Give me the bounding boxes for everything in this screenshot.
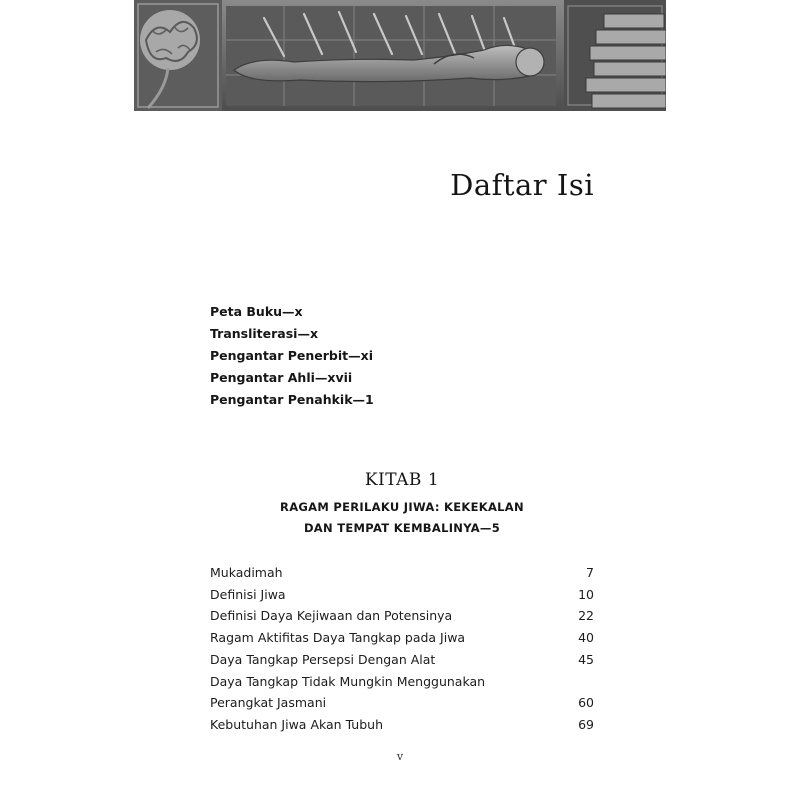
book-label: KITAB 1 [364,470,440,490]
toc-entry-page: 60 [578,695,594,711]
page-title: Daftar Isi [450,168,594,202]
toc-entry [210,649,594,671]
toc-entry [210,605,594,627]
front-matter-item: Pengantar Ahli—xvii [210,370,353,385]
toc-entry-page: 10 [578,586,594,602]
front-matter-item: Pengantar Penerbit—xi [210,348,373,363]
toc-entry-page: 69 [578,716,594,732]
toc-entry-page: 45 [578,651,594,667]
toc-entry-title: Definisi Jiwa [210,586,286,602]
toc-entry [210,714,594,736]
front-matter-item: Peta Buku—x [210,304,303,319]
front-matter-item: Pengantar Penahkik—1 [210,392,374,407]
page-number: v [396,750,404,763]
toc-entry-title: Mukadimah [210,565,283,580]
front-matter-list [210,301,374,411]
book-subtitle [210,497,594,539]
book-subtitle-line: RAGAM PERILAKU JIWA: KEKEKALAN [280,500,524,514]
toc-entry [210,627,594,649]
toc-entry-title: Daya Tangkap Persepsi Dengan Alat [210,651,436,667]
toc-entry-title: Definisi Daya Kejiwaan dan Potensinya [210,608,453,624]
stone-relief-illustration-icon [134,0,666,111]
toc-entry-page: 22 [578,608,594,624]
toc-entry-page: 40 [578,630,594,646]
toc-entry [210,562,594,584]
toc-entry [210,584,594,606]
toc-entry [210,671,594,693]
front-matter-item: Transliterasi—x [210,326,319,341]
toc-entry-page: 7 [586,565,594,580]
toc-entry-title: Perangkat Jasmani [210,695,327,711]
toc-entry [210,692,594,714]
book-subtitle-line: DAN TEMPAT KEMBALINYA—5 [303,521,501,535]
toc-entry-title: Ragam Aktifitas Daya Tangkap pada Jiwa [210,630,466,646]
toc-entries [210,562,594,736]
toc-entry-title: Daya Tangkap Tidak Mungkin Menggunakan [210,673,486,689]
toc-entry-title: Kebutuhan Jiwa Akan Tubuh [210,716,384,732]
